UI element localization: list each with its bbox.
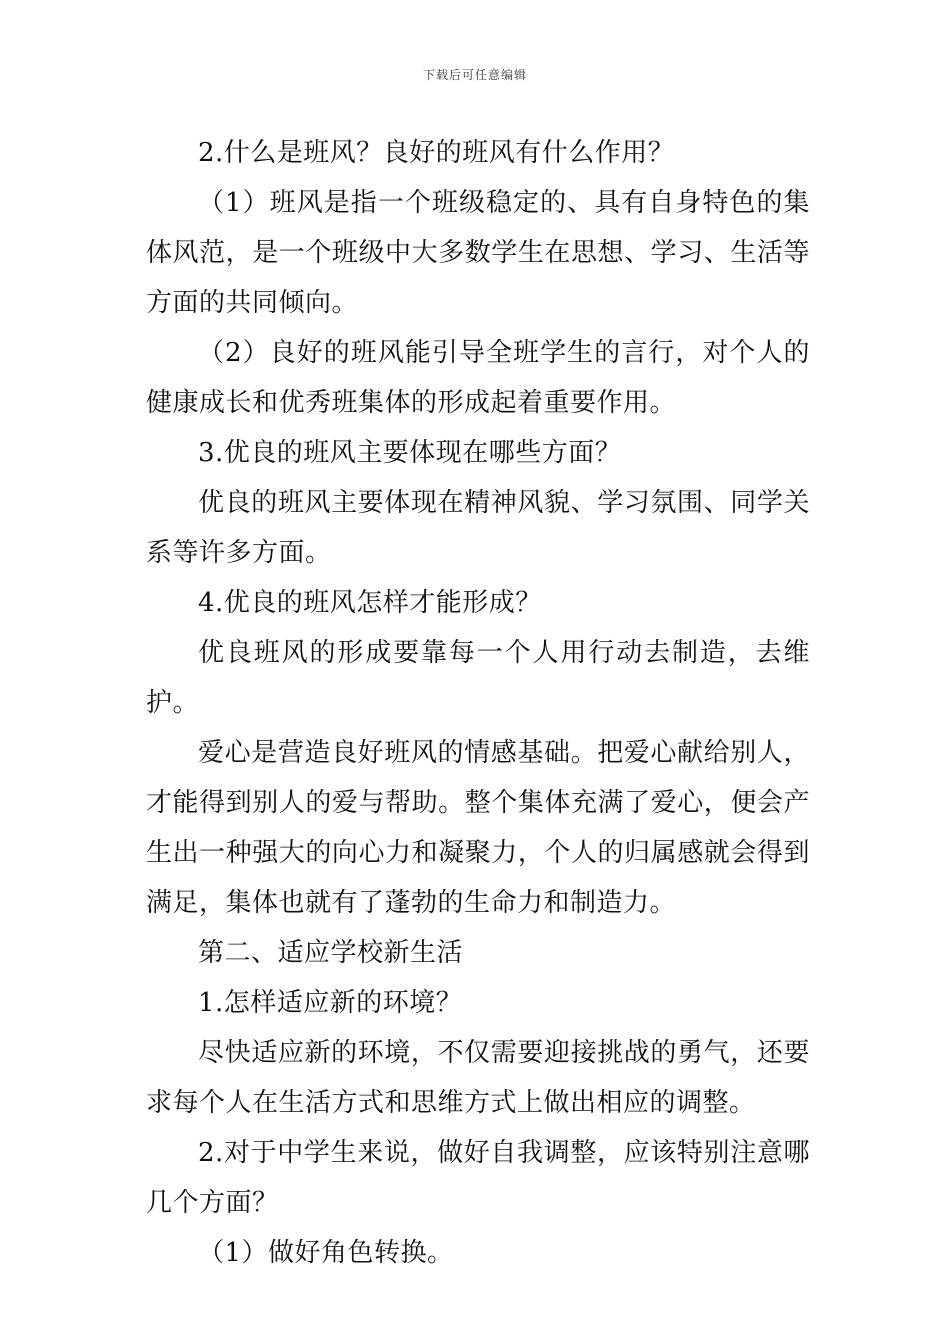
section-2-heading: 第二、适应学校新生活: [198, 938, 464, 968]
question-4-heading: 4.优良的班风怎样才能形成？: [198, 588, 542, 618]
answer-4-part-2: 爱心是营造良好班风的情感基础。把爱心献给别人，才能得到别人的爱与帮助。整个集体充满了爱心，便会产生出一种强大的向心力和凝聚力，个人的归属感就会得到满足，集体也就有了蓬勃的生命力和制造力。: [146, 738, 810, 918]
section-2-answer-2-point-1: （1）做好角色转换。: [198, 1238, 454, 1268]
answer-4-part-1: 优良班风的形成要靠每一个人用行动去制造，去维护。: [146, 638, 810, 718]
section-2-answer-1: 尽快适应新的环境，不仅需要迎接挑战的勇气，还要求每个人在生活方式和思维方式上做出相应的调整。: [146, 1038, 810, 1118]
answer-2-point-2: （2）良好的班风能引导全班学生的言行，对个人的健康成长和优秀班集体的形成起着重要作用。: [146, 338, 810, 418]
question-2-heading: 2.什么是班风？良好的班风有什么作用？: [198, 138, 675, 168]
question-3-heading: 3.优良的班风主要体现在哪些方面？: [198, 438, 622, 468]
answer-2-point-1: （1）班风是指一个班级稳定的、具有自身特色的集体风范，是一个班级中大多数学生在思想、学习、生活等方面的共同倾向。: [146, 188, 810, 318]
answer-3: 优良的班风主要体现在精神风貌、学习氛围、同学关系等许多方面。: [146, 488, 810, 568]
document-body: [146, 128, 810, 1278]
section-2-question-1: 1.怎样适应新的环境？: [198, 988, 463, 1018]
section-2-question-2: 2.对于中学生来说，做好自我调整，应该特别注意哪几个方面？: [146, 1138, 810, 1218]
page-header: 下载后可任意编辑: [422, 68, 527, 82]
